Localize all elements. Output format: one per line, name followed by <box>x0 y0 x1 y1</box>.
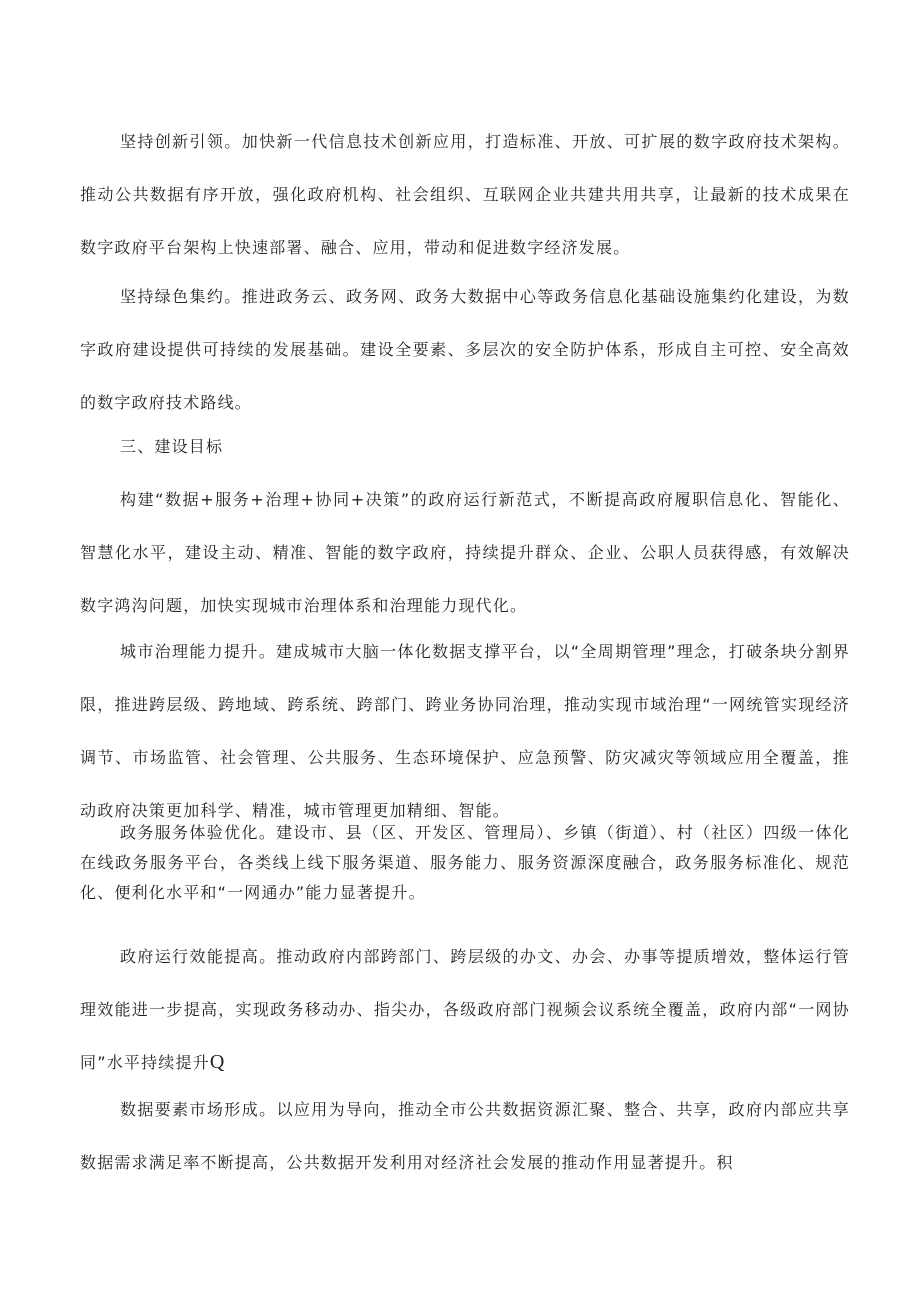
paragraph-city-governance: 城市治理能力提升。建成城市大脑一体化数据支撑平台，以“全周期管理”理念，打破条块分割界限，推进跨层级、跨地域、跨系统、跨部门、跨业务协同治理，推动实现市域治理“一网统管实现经济调节、市场监管、社会管理、公共服务、生态环境保护、应急预警、防灾减灾等领域应用全覆盖，推动政府决策更加科学、精准，城市管理更加精细、智能。 <box>80 642 850 820</box>
paragraph-innovation: 坚持创新引领。加快新一代信息技术创新应用，打造标准、开放、可扩展的数字政府技术架构。推动公共数据有序开放，强化政府机构、社会组织、互联网企业共建共用共享，让最新的技术成果在数字政府平台架构上快速部署、融合、应用，带动和促进数字经济发展。 <box>80 132 850 257</box>
paragraph-service-experience: 政务服务体验优化。建设市、县（区、开发区、管理局）、乡镇（街道）、村（社区）四级一体化在线政务服务平台，各类线上线下服务渠道、服务能力、服务资源深度融合，政务服务标准化、规范化、便利化水平和“一网通办”能力显著提升。 <box>80 823 850 902</box>
paragraph-green: 坚持绿色集约。推进政务云、政务网、政务大数据中心等政务信息化基础设施集约化建设，为数字政府建设提供可持续的发展基础。建设全要素、多层次的安全防护体系，形成自主可控、安全高效的数字政府技术路线。 <box>80 287 850 412</box>
paragraph-efficiency-text: 政府运行效能提高。推动政府内部跨部门、跨层级的办文、办会、办事等提质增效，整体运行管理效能进一步提高，实现政务移动办、指尖办，各级政府部门视频会议系统全覆盖，政府内部“一网协同”水平持续提升 <box>80 947 850 1072</box>
stray-q-glyph: Q <box>209 1051 225 1073</box>
paragraph-efficiency <box>80 930 850 1089</box>
paragraph-goals: 构建“数据+服务+治理+协同+决策”的政府运行新范式，不断提高政府履职信息化、智能化、智慧化水平，建设主动、精准、智能的数字政府，持续提升群众、企业、公职人员获得感，有效解决数字鸿沟问题，加快实现城市治理体系和治理能力现代化。 <box>80 490 850 615</box>
section-heading-goals: 三、建设目标 <box>120 437 224 456</box>
paragraph-data-market: 数据要素市场形成。以应用为导向，推动全市公共数据资源汇聚、整合、共享，政府内部应共享数据需求满足率不断提高，公共数据开发利用对经济社会发展的推动作用显著提升。积 <box>80 1100 850 1172</box>
